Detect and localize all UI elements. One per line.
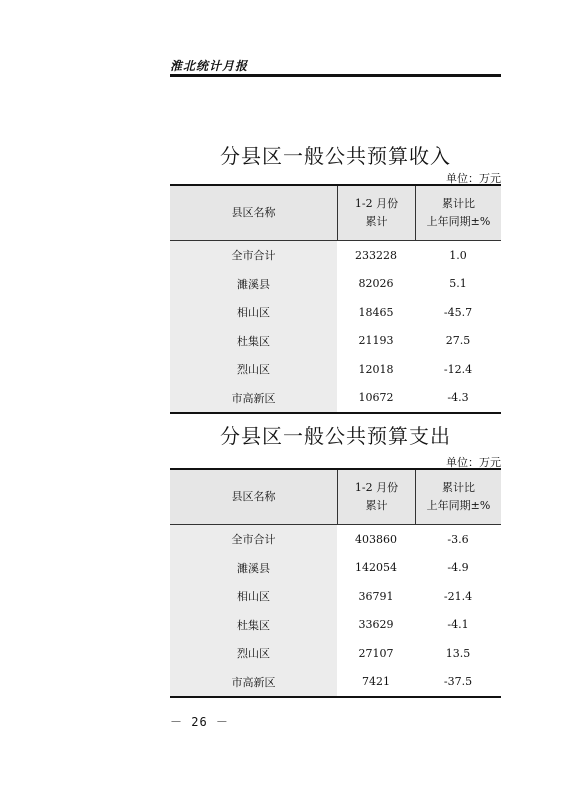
table-row xyxy=(170,525,501,554)
table-row xyxy=(170,668,501,697)
row-ratio: -4.9 xyxy=(447,561,469,575)
row-cumulative: 18465 xyxy=(358,305,394,319)
row-name: 烈山区 xyxy=(170,355,337,384)
table-header-row xyxy=(170,186,501,241)
table-row xyxy=(170,355,501,384)
row-name: 全市合计 xyxy=(170,525,337,554)
row-cumulative: 10672 xyxy=(358,391,394,405)
header-rule xyxy=(170,74,501,77)
row-name: 相山区 xyxy=(170,298,337,327)
row-name: 杜集区 xyxy=(170,611,337,640)
table-header-row xyxy=(170,470,501,525)
row-name: 杜集区 xyxy=(170,327,337,356)
table-row xyxy=(170,582,501,611)
running-header: 淮北统计月报 xyxy=(170,59,249,73)
col-header-name: 县区名称 xyxy=(231,206,276,219)
table-row xyxy=(170,298,501,327)
row-ratio: -4.1 xyxy=(447,618,469,632)
row-name: 全市合计 xyxy=(170,241,337,270)
row-ratio: -12.4 xyxy=(443,362,473,376)
row-name: 市高新区 xyxy=(170,668,337,697)
table-row xyxy=(170,639,501,668)
page-number: － 26 － xyxy=(170,715,229,729)
table-row xyxy=(170,384,501,413)
row-ratio: 1.0 xyxy=(449,248,467,262)
row-name: 相山区 xyxy=(170,582,337,611)
row-ratio: -4.3 xyxy=(447,391,469,405)
expenditure-unit-label: 单位：万元 xyxy=(446,456,501,469)
row-ratio: -3.6 xyxy=(447,532,469,546)
revenue-table-title: 分县区一般公共预算收入 xyxy=(220,144,451,168)
row-cumulative: 12018 xyxy=(358,362,394,376)
row-ratio: 13.5 xyxy=(445,646,471,660)
row-cumulative: 403860 xyxy=(355,532,397,546)
row-cumulative: 21193 xyxy=(358,334,394,348)
table-row xyxy=(170,327,501,356)
expenditure-table xyxy=(170,468,501,698)
row-ratio: 5.1 xyxy=(449,277,467,291)
row-cumulative: 7421 xyxy=(362,675,390,689)
row-ratio: -37.5 xyxy=(443,675,473,689)
row-cumulative: 233228 xyxy=(355,248,397,262)
row-cumulative: 142054 xyxy=(355,561,397,575)
row-cumulative: 33629 xyxy=(358,618,394,632)
col-header-ratio: 累计比 上年同期±% xyxy=(426,481,491,512)
table-row xyxy=(170,241,501,270)
table-row xyxy=(170,554,501,583)
row-ratio: 27.5 xyxy=(445,334,471,348)
revenue-table xyxy=(170,184,501,414)
row-ratio: -45.7 xyxy=(443,305,473,319)
row-name: 濉溪县 xyxy=(170,554,337,583)
row-cumulative: 36791 xyxy=(358,589,394,603)
expenditure-table-title: 分县区一般公共预算支出 xyxy=(220,424,451,448)
row-name: 烈山区 xyxy=(170,639,337,668)
row-ratio: -21.4 xyxy=(443,589,473,603)
col-header-name: 县区名称 xyxy=(231,490,276,503)
row-name: 濉溪县 xyxy=(170,270,337,299)
revenue-unit-label: 单位：万元 xyxy=(446,172,501,185)
col-header-cumulative: 1-2 月份 累计 xyxy=(337,470,416,524)
row-cumulative: 82026 xyxy=(358,277,394,291)
row-name: 市高新区 xyxy=(170,384,337,413)
col-header-cumulative: 1-2 月份 累计 xyxy=(337,186,416,240)
row-cumulative: 27107 xyxy=(358,646,394,660)
table-row xyxy=(170,270,501,299)
table-row xyxy=(170,611,501,640)
col-header-ratio: 累计比 上年同期±% xyxy=(426,197,491,228)
